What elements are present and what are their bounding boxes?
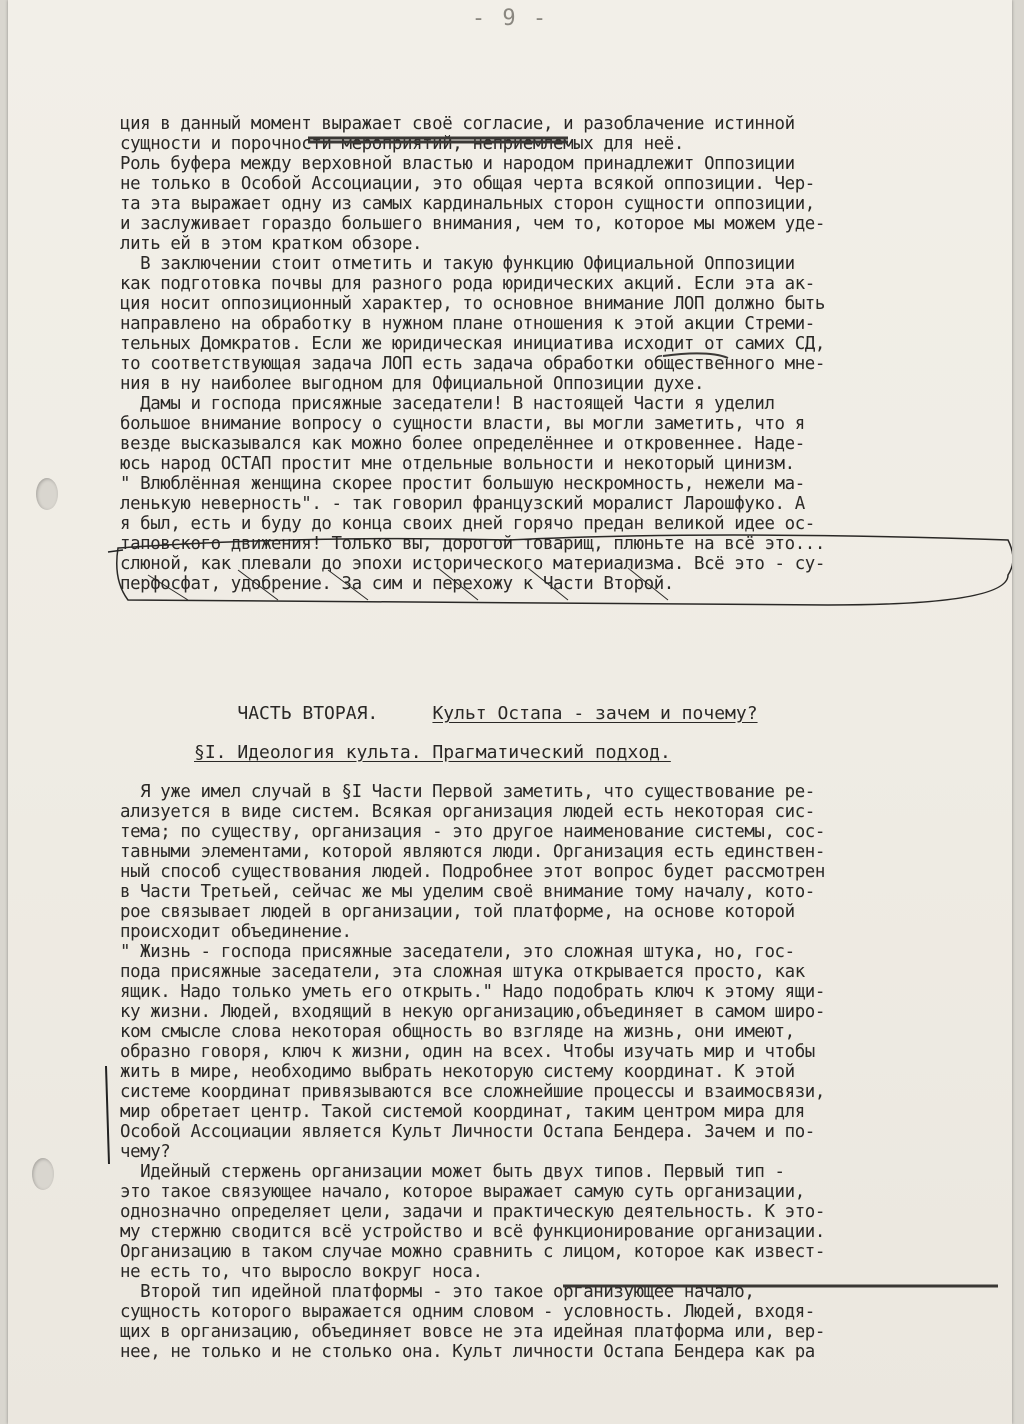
text-line: тема; по существу, организация - это другое наименование системы, сос- — [120, 822, 825, 842]
text-line: ализуется в виде систем. Всякая организация людей есть некоторая сис- — [120, 802, 815, 822]
text-line: Роль буфера между верховной властью и народом принадлежит Оппозиции — [120, 154, 795, 174]
page-number: - 9 - — [471, 6, 549, 31]
text-line: мир обретает центр. Такой системой координат, таким центром мира для — [120, 1102, 805, 1122]
text-line: лить ей в этом кратком обзоре. — [120, 234, 423, 254]
text-line: происходит объединение. — [120, 922, 352, 942]
text-line: Второй тип идейной платформы - это такое организующее начало, — [120, 1282, 755, 1302]
text-line: нее, не только и не столько она. Культ личности Остапа Бендера как ра — [120, 1342, 815, 1362]
text-line: " Влюблённая женщина скорее простит большую нескромность, нежели ма- — [120, 474, 805, 494]
section-title: §I. Идеология культа. Прагматический подход. — [194, 742, 671, 763]
strike-hatching — [148, 568, 668, 600]
margin-bracket — [106, 1066, 109, 1164]
overstrike-mark — [308, 138, 568, 142]
text-line: не только в Особой Ассоциации, это общая черта всякой оппозиции. Чер- — [120, 174, 815, 194]
text-line: сущность которого выражается одним словом - условность. Людей, входя- — [120, 1302, 815, 1322]
text-line: тельных Домкратов. Если же юридическая инициатива исходит от самих СД, — [120, 334, 825, 354]
text-line: как подготовка почвы для разного рода юридических акций. Если эта ак- — [120, 274, 815, 294]
handwritten-annotations — [8, 0, 1012, 1424]
text-line: ку жизни. Людей, входящий в некую организацию,объединяет в самом широ- — [120, 1002, 825, 1022]
text-line: юсь народ ОСТАП простит мне отдельные вольности и некоторый цинизм. — [120, 454, 795, 474]
text-line: ящик. Надо только уметь его открыть." Надо подобрать ключ к этому ящи- — [120, 982, 825, 1002]
text-line: " Жизнь - господа присяжные заседатели, это сложная штука, но, гос- — [120, 942, 795, 962]
text-line: то соответствующая задача ЛОП есть задача обработки общественного мне- — [120, 354, 825, 374]
text-line: Я уже имел случай в §I Части Первой заметить, что существование ре- — [120, 782, 815, 802]
text-line: щих в организацию, объединяет вовсе не эта идейная платформа или, вер- — [120, 1322, 825, 1342]
text-line: пода присяжные заседатели, эта сложная штука открывается просто, как — [120, 962, 805, 982]
handwritten-insert-mark — [663, 353, 728, 358]
text-line: сущности и порочности мероприятий, неприемлемых для неё. — [120, 134, 684, 154]
text-line: в Части Третьей, сейчас же мы уделим своё внимание тому началу, кото- — [120, 882, 815, 902]
text-line: не есть то, что выросло вокруг носа. — [120, 1262, 483, 1282]
text-line: образно говоря, ключ к жизни, один на всех. Чтобы изучать мир и чтобы — [120, 1042, 815, 1062]
text-line: ком смысле слова некоторая общность во взгляде на жизнь, они имеют, — [120, 1022, 795, 1042]
text-line: Дамы и господа присяжные заседатели! В настоящей Части я уделил — [120, 394, 775, 414]
text-line: Особой Ассоциации является Культ Личности Остапа Бендера. Зачем и по- — [120, 1122, 815, 1142]
part-two-title: Культ Остапа - зачем и почему? — [432, 703, 758, 724]
text-line: ция носит оппозиционный характер, то основное внимание ЛОП должно быть — [120, 294, 825, 314]
text-line: направлено на обработку в нужном плане отношения к этой акции Стреми- — [120, 314, 815, 334]
text-line: это такое связующее начало, которое выражает самую суть организации, — [120, 1182, 805, 1202]
text-line: Организацию в таком случае можно сравнить с лицом, которое как извест- — [120, 1242, 825, 1262]
text-line: тавными элементами, которой являются люди. Организация есть единствен- — [120, 842, 825, 862]
text-line: жить в мире, необходимо выбрать некоторую систему координат. К этой — [120, 1062, 795, 1082]
text-line: Идейный стержень организации может быть двух типов. Первый тип - — [120, 1162, 785, 1182]
text-line: большое внимание вопросу о сущности власти, вы могли заметить, что я — [120, 414, 805, 434]
circled-passage — [117, 535, 1012, 605]
text-line: ный способ существования людей. Подробнее этот вопрос будет рассмотрен — [120, 862, 825, 882]
part-two-label: ЧАСТЬ ВТОРАЯ. — [237, 703, 379, 724]
text-line: му стержню сводится всё устройство и всё функционирование организации. — [120, 1222, 825, 1242]
document-page — [8, 0, 1012, 1424]
text-line: ленькую неверность". - так говорил французский моралист Ларошфуко. А — [120, 494, 805, 514]
text-line: ния в ну наиболее выгодном для Официальной Оппозиции духе. — [120, 374, 705, 394]
text-line: однозначно определяет цели, задачи и практическую деятельность. К это- — [120, 1202, 825, 1222]
text-line: и заслуживает гораздо большего внимания, чем то, которое мы можем уде- — [120, 214, 825, 234]
text-line: перфосфат, удобрение. За сим и перехожу к Части Второй. — [120, 574, 674, 594]
text-line: ция в данный момент выражает своё согласие, и разоблачение истинной — [120, 114, 795, 134]
text-line: я был, есть и буду до конца своих дней горячо предан великой идее ос- — [120, 514, 815, 534]
text-line: рое связывает людей в организации, той платформе, на основе которой — [120, 902, 795, 922]
margin-tick — [108, 550, 123, 552]
text-line: та эта выражает одну из самых кардинальных сторон сущности оппозиции, — [120, 194, 815, 214]
text-line: системе координат привязываются все сложнейшие процессы и взаимосвязи, — [120, 1082, 825, 1102]
text-line: слюной, как плевали до эпохи исторического материализма. Всё это - су- — [120, 554, 825, 574]
text-line: везде высказывался как можно более определённее и откровеннее. Наде- — [120, 434, 805, 454]
text-line: чему? — [120, 1142, 171, 1162]
text-line: таповского движения! Только вы, дорогой товарищ, плюньте на всё это... — [120, 534, 825, 554]
text-line: В заключении стоит отметить и такую функцию Официальной Оппозиции — [120, 254, 795, 274]
